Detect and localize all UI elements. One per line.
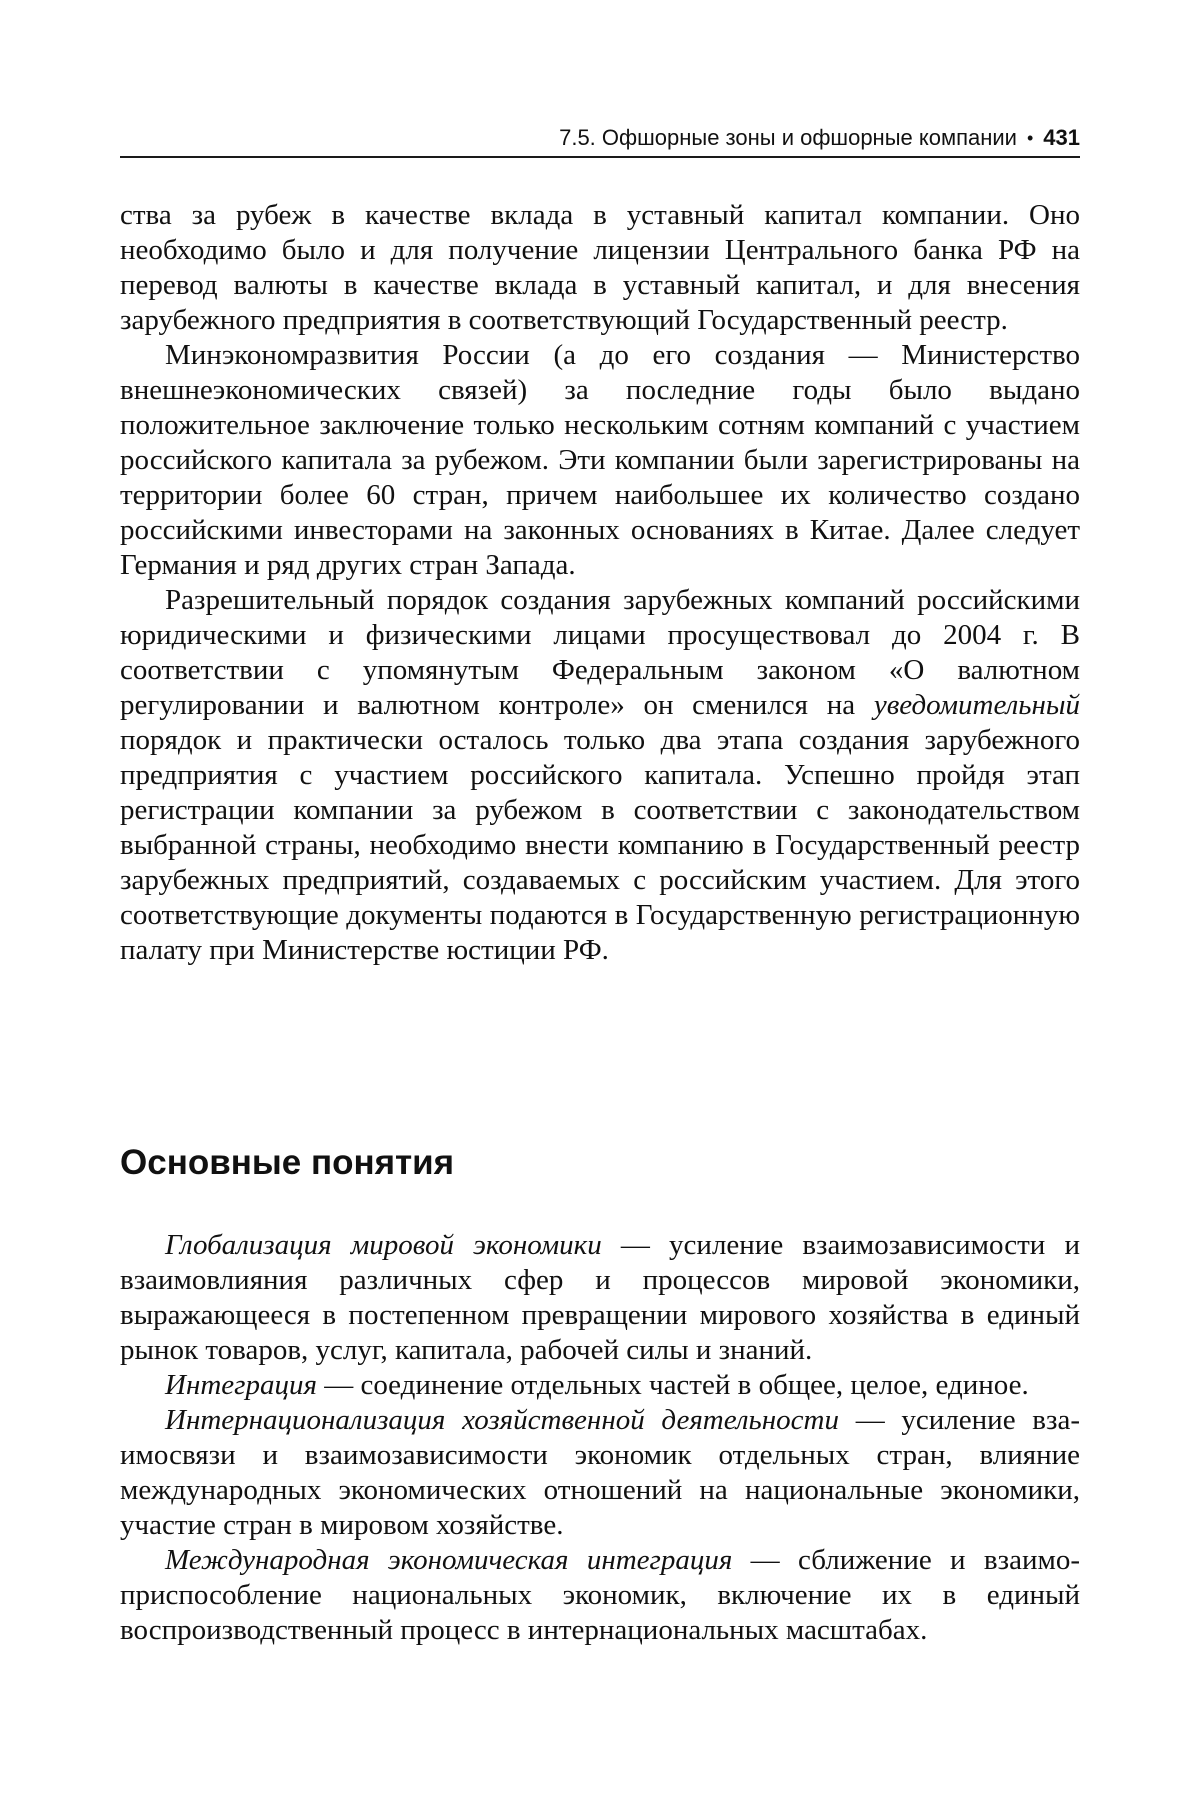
paragraph-text: Разрешительный порядок создания зарубежных компаний российскими юридическими и физическими лицами просуществовал до 2004 г. В соответствии с упомянутым Федеральным законом «О валютном регулировании и валютном контроле» он сменился на (120, 584, 1080, 721)
body-text (120, 198, 1080, 968)
glossary-term: Глобализация мировой экономики (165, 1229, 602, 1261)
running-head (120, 120, 1080, 158)
paragraph-continuation: ства за рубеж в качестве вклада в уставный капитал компании. Оно необходимо было и для получение лицензии Центрального банка РФ на перевод валюты в качестве вклада в уставный капитал, и для внесения зарубежного предприятия в соответствующий Государственный реестр. (120, 199, 1080, 336)
section-heading: Основные понятия (120, 1143, 455, 1182)
running-head-bullet: • (1026, 128, 1034, 148)
glossary-definition: — усиление взаимозависимости и взаимовлияния различных сфер и процессов мировой экономики, выражающееся в постепенном превращении мирового хозяйства в единый рынок товаров, услуг, капитала, рабочей силы и знаний. (120, 1229, 1080, 1366)
glossary-term: Интернационализация хозяйственной деятельности (165, 1404, 839, 1436)
glossary-entry (120, 1368, 1080, 1403)
glossary-term: Международная экономическая интеграция (165, 1544, 733, 1576)
page-number: 431 (1043, 125, 1080, 150)
glossary-definition: — соединение отдельных частей в общее, целое, единое. (316, 1369, 1029, 1401)
running-head-section-title: 7.5. Офшорные зоны и офшорные компании (559, 125, 1017, 150)
glossary (120, 1228, 1080, 1648)
glossary-definition: — сближение и взаимоприспособление национальных экономик, включение их в единый воспроизводственный процесс в интернациональных масштабах. (120, 1544, 1080, 1646)
glossary-term: Интеграция (165, 1369, 317, 1401)
glossary-entry (120, 1403, 1080, 1543)
paragraph-permit-procedure (120, 583, 1080, 968)
emphasized-term: уведомительный (873, 689, 1080, 721)
glossary-entry (120, 1543, 1080, 1648)
paragraph-minekonomrazvitiya: Минэкономразвития России (а до его создания — Министерство внешнеэкономических связей) за последние годы было выдано положительное заключение только нескольким сотням компаний с участием российского капитала за рубежом. Эти компании были зарегистрированы на территории более 60 стран, причем наибольшее их количество создано российскими инвесторами на законных основаниях в Китае. Далее следует Германия и ряд других стран Запада. (120, 339, 1080, 581)
glossary-definition: — усиление взаимосвязи и взаимозависимости экономик отдельных стран, влияние международных экономических отношений на национальные экономики, участие стран в мировом хозяйстве. (120, 1404, 1080, 1541)
paragraph-text: порядок и практически осталось только два этапа создания зарубежного предприятия с участием российского капитала. Успешно пройдя этап регистрации компании за рубежом в соответствии с законодательством выбранной страны, необходимо внести компанию в Государственный реестр зарубежных предприятий, создаваемых с российским участием. Для этого соответствующие документы подаются в Государственную регистрационную палату при Министерстве юстиции РФ. (120, 724, 1080, 966)
glossary-entry (120, 1228, 1080, 1368)
